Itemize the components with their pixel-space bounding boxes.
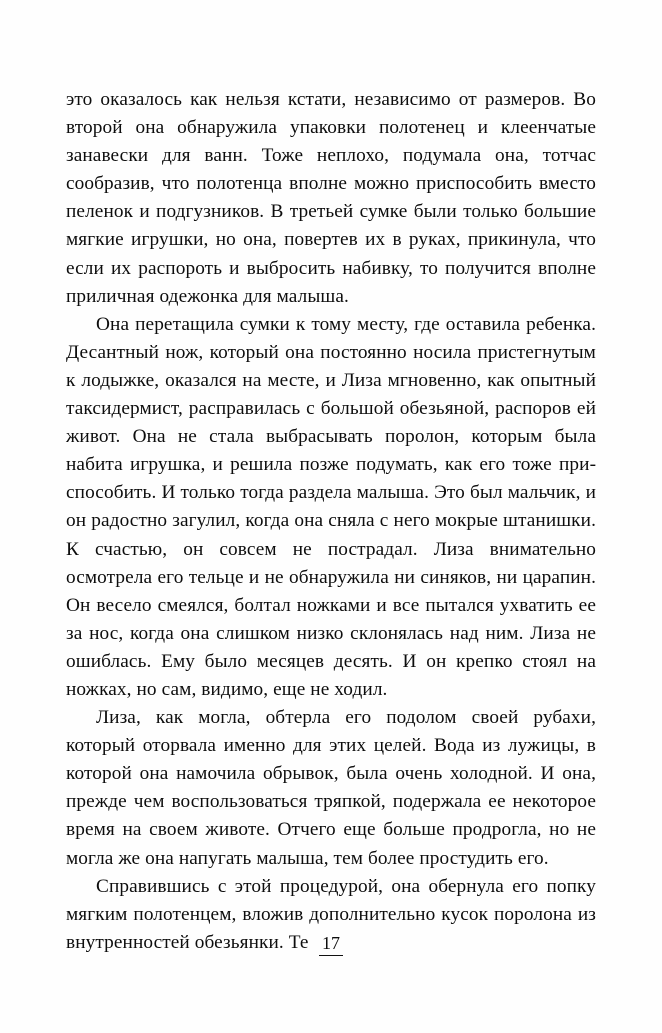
- paragraph: Она перетащила сумки к тому месту, где оставила ребенка. Десантный нож, который она постоянно носила пристегнутым к лодыжке, оказался на месте, и Лиза мгновенно, как опытный таксидермист, расправилась с большой обезьяной, распоров ей живот. Она не стала выбрасывать поролон, которым была набита игрушка, и решила позже подумать, как его тоже приспособить. И только тогда раздела малыша. Это был мальчик, и он радостно загулил, когда она сняла с него мокрые штанишки. К счастью, он совсем не пострадал. Лиза внимательно осмотрела его тельце и не обнаружила ни синяков, ни царапин. Он весело смеялся, болтал ножками и все пытался ухватить ее за нос, когда она слишком низко склонялась над ним. Лиза не ошиблась. Ему было месяцев десять. И он крепко стоял на ножках, но сам, видимо, еще не ходил.: [66, 313, 596, 700]
- page-body: [66, 86, 596, 957]
- paragraph: Лиза, как могла, обтерла его подолом своей рубахи, который оторвала именно для этих целей. Вода из лужицы, в которой она намочила обрывок, была очень холодной. И она, прежде чем воспользоваться тряпкой, подержала ее некоторое время на своем животе. Отчего еще больше продрогла, но не могла же она напугать малыша, тем более простудить его.: [66, 707, 596, 869]
- page-number: 17: [319, 932, 343, 956]
- page-footer: [0, 932, 662, 956]
- paragraph: Справившись с этой процедурой, она обернула его попку мягким полотенцем, вложив дополнительно кусок поролона из внутренностей обезьянки. Те: [66, 875, 596, 953]
- paragraph: это оказалось как нельзя кстати, независимо от размеров. Во второй она обнаружила упаковки полотенец и клеенчатые занавески для ванн. Тоже неплохо, подумала она, тотчас сообразив, что полотенца вполне можно приспособить вместо пеленок и подгузников. В третьей сумке были только большие мягкие игрушки, но она, повертев их в руках, прикинула, что если их распороть и выбросить набивку, то получится вполне приличная одежонка для малыша.: [66, 89, 596, 307]
